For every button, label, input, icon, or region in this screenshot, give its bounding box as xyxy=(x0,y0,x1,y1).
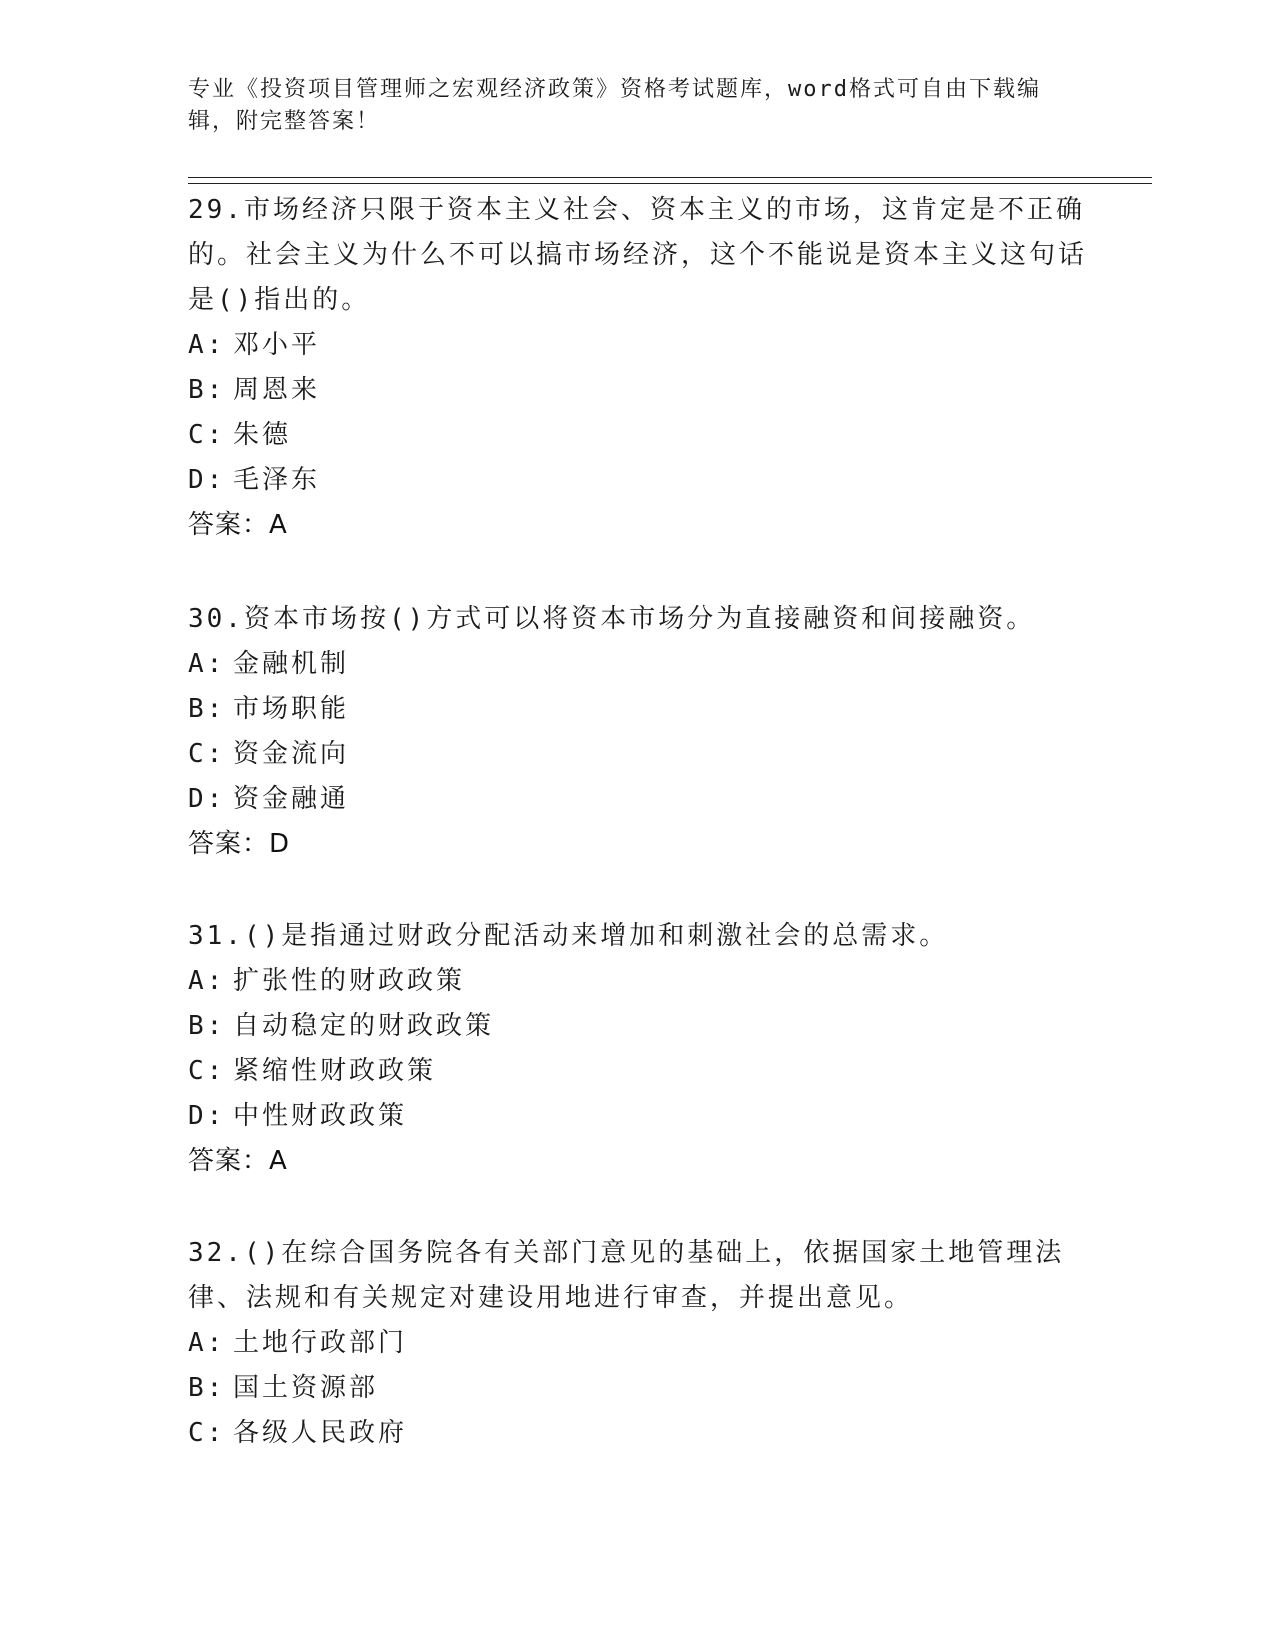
option-letter: A: xyxy=(188,649,226,679)
option-letter: B: xyxy=(188,1011,226,1041)
answer-line: 答案：D xyxy=(188,829,291,859)
option-b xyxy=(188,687,1088,732)
option-letter: A: xyxy=(188,330,226,360)
option-letter: A: xyxy=(188,966,226,996)
option-letter: D: xyxy=(188,1101,226,1131)
option-letter: D: xyxy=(188,784,226,814)
question-29 xyxy=(188,188,1088,548)
option-c xyxy=(188,732,1088,777)
answer-line: 答案：A xyxy=(188,1146,288,1176)
option-a xyxy=(188,1321,1088,1366)
option-letter: A: xyxy=(188,1328,226,1358)
question-stem: 29.市场经济只限于资本主义社会、资本主义的市场，这肯定是不正确的。社会主义为什么不可以搞市场经济，这个不能说是资本主义这句话是()指出的。 xyxy=(188,195,1088,315)
option-text: 国土资源部 xyxy=(233,1373,379,1403)
question-32 xyxy=(188,1231,1088,1456)
option-text: 资金融通 xyxy=(233,784,350,814)
option-d xyxy=(188,1094,1088,1139)
question-31 xyxy=(188,914,1088,1184)
option-d xyxy=(188,458,1088,503)
option-text: 周恩来 xyxy=(233,375,321,405)
option-text: 毛泽东 xyxy=(233,465,321,495)
option-a xyxy=(188,642,1088,687)
header-divider-bottom xyxy=(188,183,1152,184)
option-letter: D: xyxy=(188,465,226,495)
option-text: 自动稳定的财政政策 xyxy=(233,1011,495,1041)
option-c xyxy=(188,1411,1088,1456)
option-letter: C: xyxy=(188,739,226,769)
question-stem: 32.()在综合国务院各有关部门意见的基础上，依据国家土地管理法律、法规和有关规定对建设用地进行审查，并提出意见。 xyxy=(188,1238,1065,1313)
option-text: 紧缩性财政政策 xyxy=(233,1056,437,1086)
option-text: 扩张性的财政政策 xyxy=(233,966,466,996)
option-letter: B: xyxy=(188,694,226,724)
answer-line: 答案：A xyxy=(188,510,288,540)
option-a xyxy=(188,323,1088,368)
option-letter: B: xyxy=(188,375,226,405)
option-c xyxy=(188,413,1088,458)
document-header: 专业《投资项目管理师之宏观经济政策》资格考试题库，word格式可自由下载编辑，附完整答案！ xyxy=(188,77,1041,134)
question-stem: 31.()是指通过财政分配活动来增加和刺激社会的总需求。 xyxy=(188,921,949,951)
option-text: 邓小平 xyxy=(233,330,321,360)
option-b xyxy=(188,368,1088,413)
option-a xyxy=(188,959,1088,1004)
option-b xyxy=(188,1366,1088,1411)
option-letter: C: xyxy=(188,420,226,450)
option-text: 各级人民政府 xyxy=(233,1418,408,1448)
option-text: 中性财政政策 xyxy=(233,1101,408,1131)
option-letter: C: xyxy=(188,1056,226,1086)
option-d xyxy=(188,777,1088,822)
option-letter: B: xyxy=(188,1373,226,1403)
option-text: 朱德 xyxy=(233,420,292,450)
option-c xyxy=(188,1049,1088,1094)
option-text: 资金流向 xyxy=(233,739,350,769)
option-text: 市场职能 xyxy=(233,694,350,724)
option-text: 土地行政部门 xyxy=(233,1328,408,1358)
question-30 xyxy=(188,597,1088,867)
header-divider-top xyxy=(188,177,1152,178)
option-letter: C: xyxy=(188,1418,226,1448)
option-b xyxy=(188,1004,1088,1049)
question-stem: 30.资本市场按()方式可以将资本市场分为直接融资和间接融资。 xyxy=(188,604,1036,634)
option-text: 金融机制 xyxy=(233,649,350,679)
